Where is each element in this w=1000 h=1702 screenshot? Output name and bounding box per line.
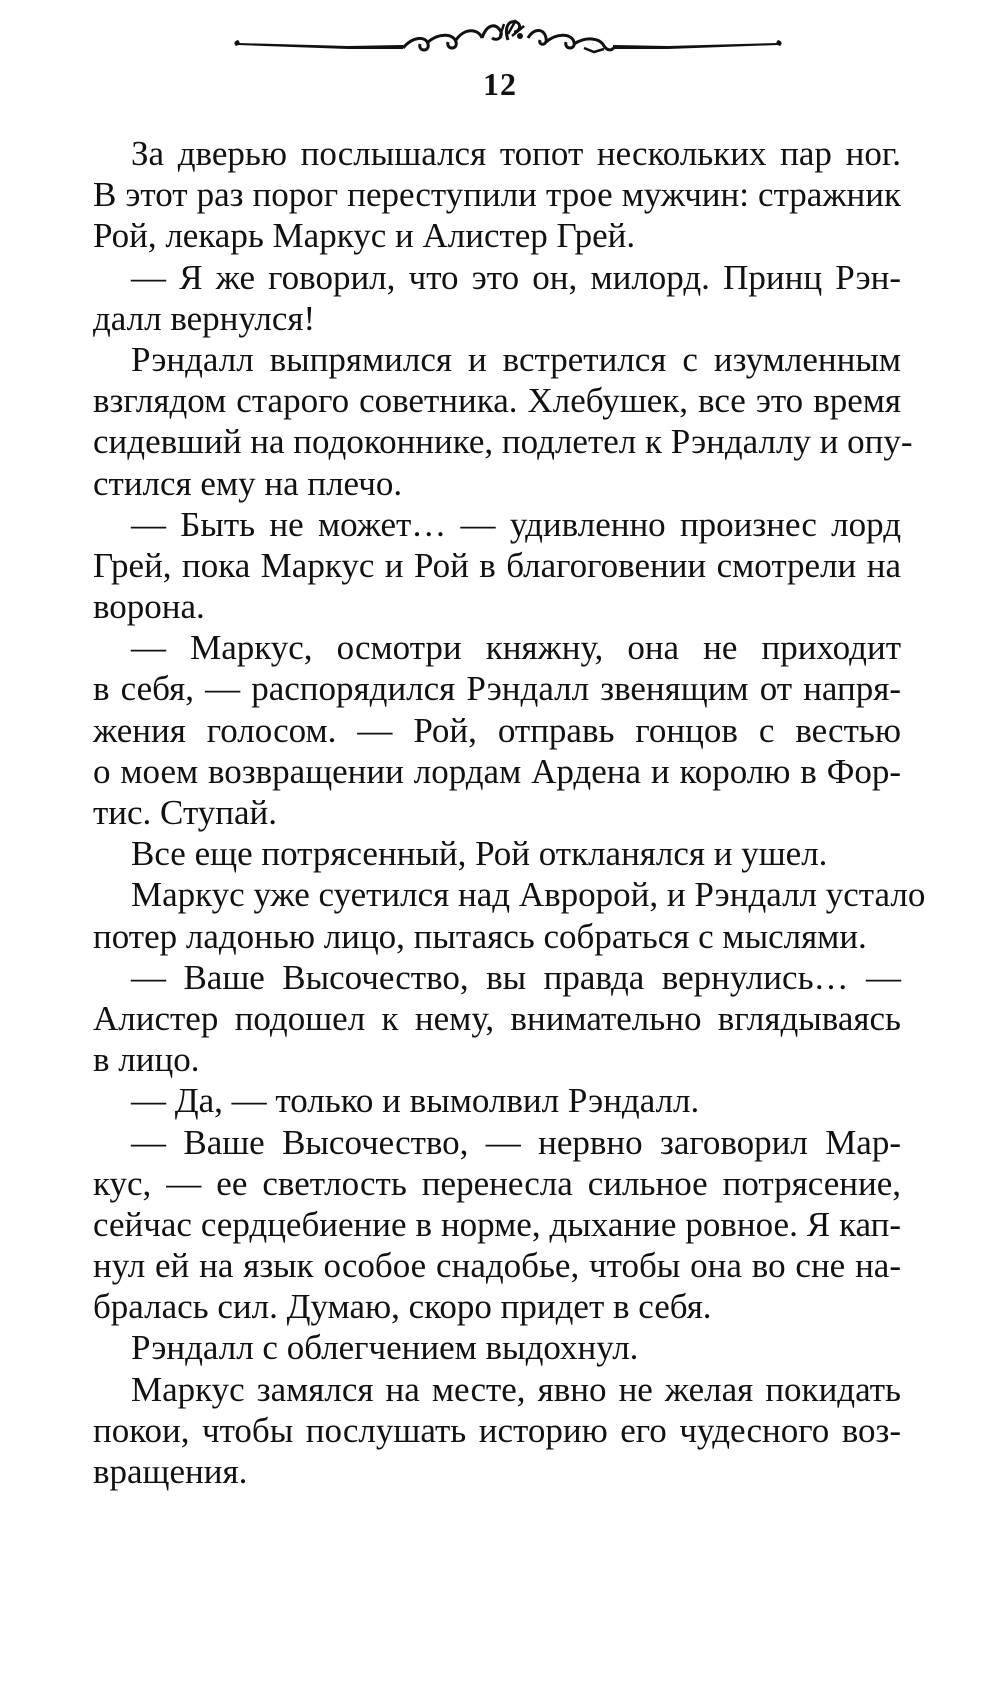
paragraph: [93, 957, 901, 1081]
text-line: тис. Ступай.: [93, 793, 278, 832]
text-line: жения голосом. — Рой, отправь гонцов с вестью: [93, 710, 901, 750]
text-line: потер ладонью лицо, пытаясь собраться с мыслями.: [93, 916, 867, 956]
text-line: сейчас сердцебиение в норме, дыхание ровное. Я кап-: [93, 1204, 901, 1244]
paragraph: [93, 257, 901, 339]
text-line: В этот раз порог переступили трое мужчин: стражник: [93, 175, 901, 215]
text-line: Все еще потрясенный, Рой откланялся и ушел.: [131, 834, 828, 874]
text-line: стился ему на плечо.: [93, 463, 403, 503]
paragraph: [93, 504, 901, 628]
text-line: За дверью послышался топот нескольких пар ног.: [131, 134, 901, 173]
paragraph: [93, 874, 926, 956]
text-line: — Ваше Высочество, — нервно заговорил Мар-: [131, 1122, 901, 1162]
text-line: в лицо.: [93, 1040, 200, 1080]
text-line: — Маркус, осмотри княжну, она не приходит: [131, 628, 901, 668]
text-line: далл вернулся!: [93, 298, 316, 338]
paragraph: [93, 1080, 901, 1121]
text-line: Рой, лекарь Маркус и Алистер Грей.: [93, 216, 636, 256]
text-line: бралась сил. Думаю, скоро придет в себя.: [93, 1287, 712, 1327]
text-line: — Быть не может… — удивленно произнес лорд: [131, 504, 901, 544]
text-line: Рэндалл выпрямился и встретился с изумленным: [131, 339, 901, 379]
text-line: Грей, пока Маркус и Рой в благоговении смотрели на: [93, 545, 901, 585]
text-line: — Ваше Высочество, вы правда вернулись… —: [131, 957, 901, 997]
text-line: — Да, — только и вымолвил Рэндалл.: [131, 1081, 700, 1121]
body-text: [93, 133, 926, 1492]
text-line: покои, чтобы послушать историю его чудесного воз-: [93, 1410, 901, 1450]
paragraph: [93, 1327, 901, 1368]
paragraph: [93, 339, 913, 504]
page-number: 12: [483, 66, 517, 102]
text-line: кус, — ее светлость перенесла сильное потрясение,: [93, 1163, 901, 1203]
paragraph: [93, 627, 901, 833]
text-line: Маркус замялся на месте, явно не желая покидать: [131, 1369, 901, 1409]
paragraph: [93, 833, 901, 874]
text-line: взглядом старого советника. Хлебушек, все это время: [93, 381, 901, 421]
text-line: — Я же говорил, что это он, милорд. Принц Рэн-: [131, 257, 901, 297]
text-line: сидевший на подоконнике, подлетел к Рэндаллу и опу-: [93, 422, 913, 462]
paragraph: [93, 1369, 901, 1493]
text-line: Алистер подошел к нему, внимательно вглядываясь: [93, 998, 901, 1038]
text-line: нул ей на язык особое снадобье, чтобы она во сне на-: [93, 1246, 901, 1286]
text-line: в себя, — распорядился Рэндалл звенящим от напря-: [93, 669, 901, 709]
text-line: ворона.: [93, 587, 205, 627]
text-line: вращения.: [93, 1452, 248, 1491]
text-line: о моем возвращении лордам Ардена и королю в Фор-: [93, 751, 901, 791]
paragraph: [93, 133, 901, 257]
text-line: Рэндалл с облегчением выдохнул.: [131, 1328, 639, 1368]
paragraph: [93, 1122, 901, 1328]
text-line: Маркус уже суетился над Авророй, и Рэндалл устало: [131, 875, 926, 915]
